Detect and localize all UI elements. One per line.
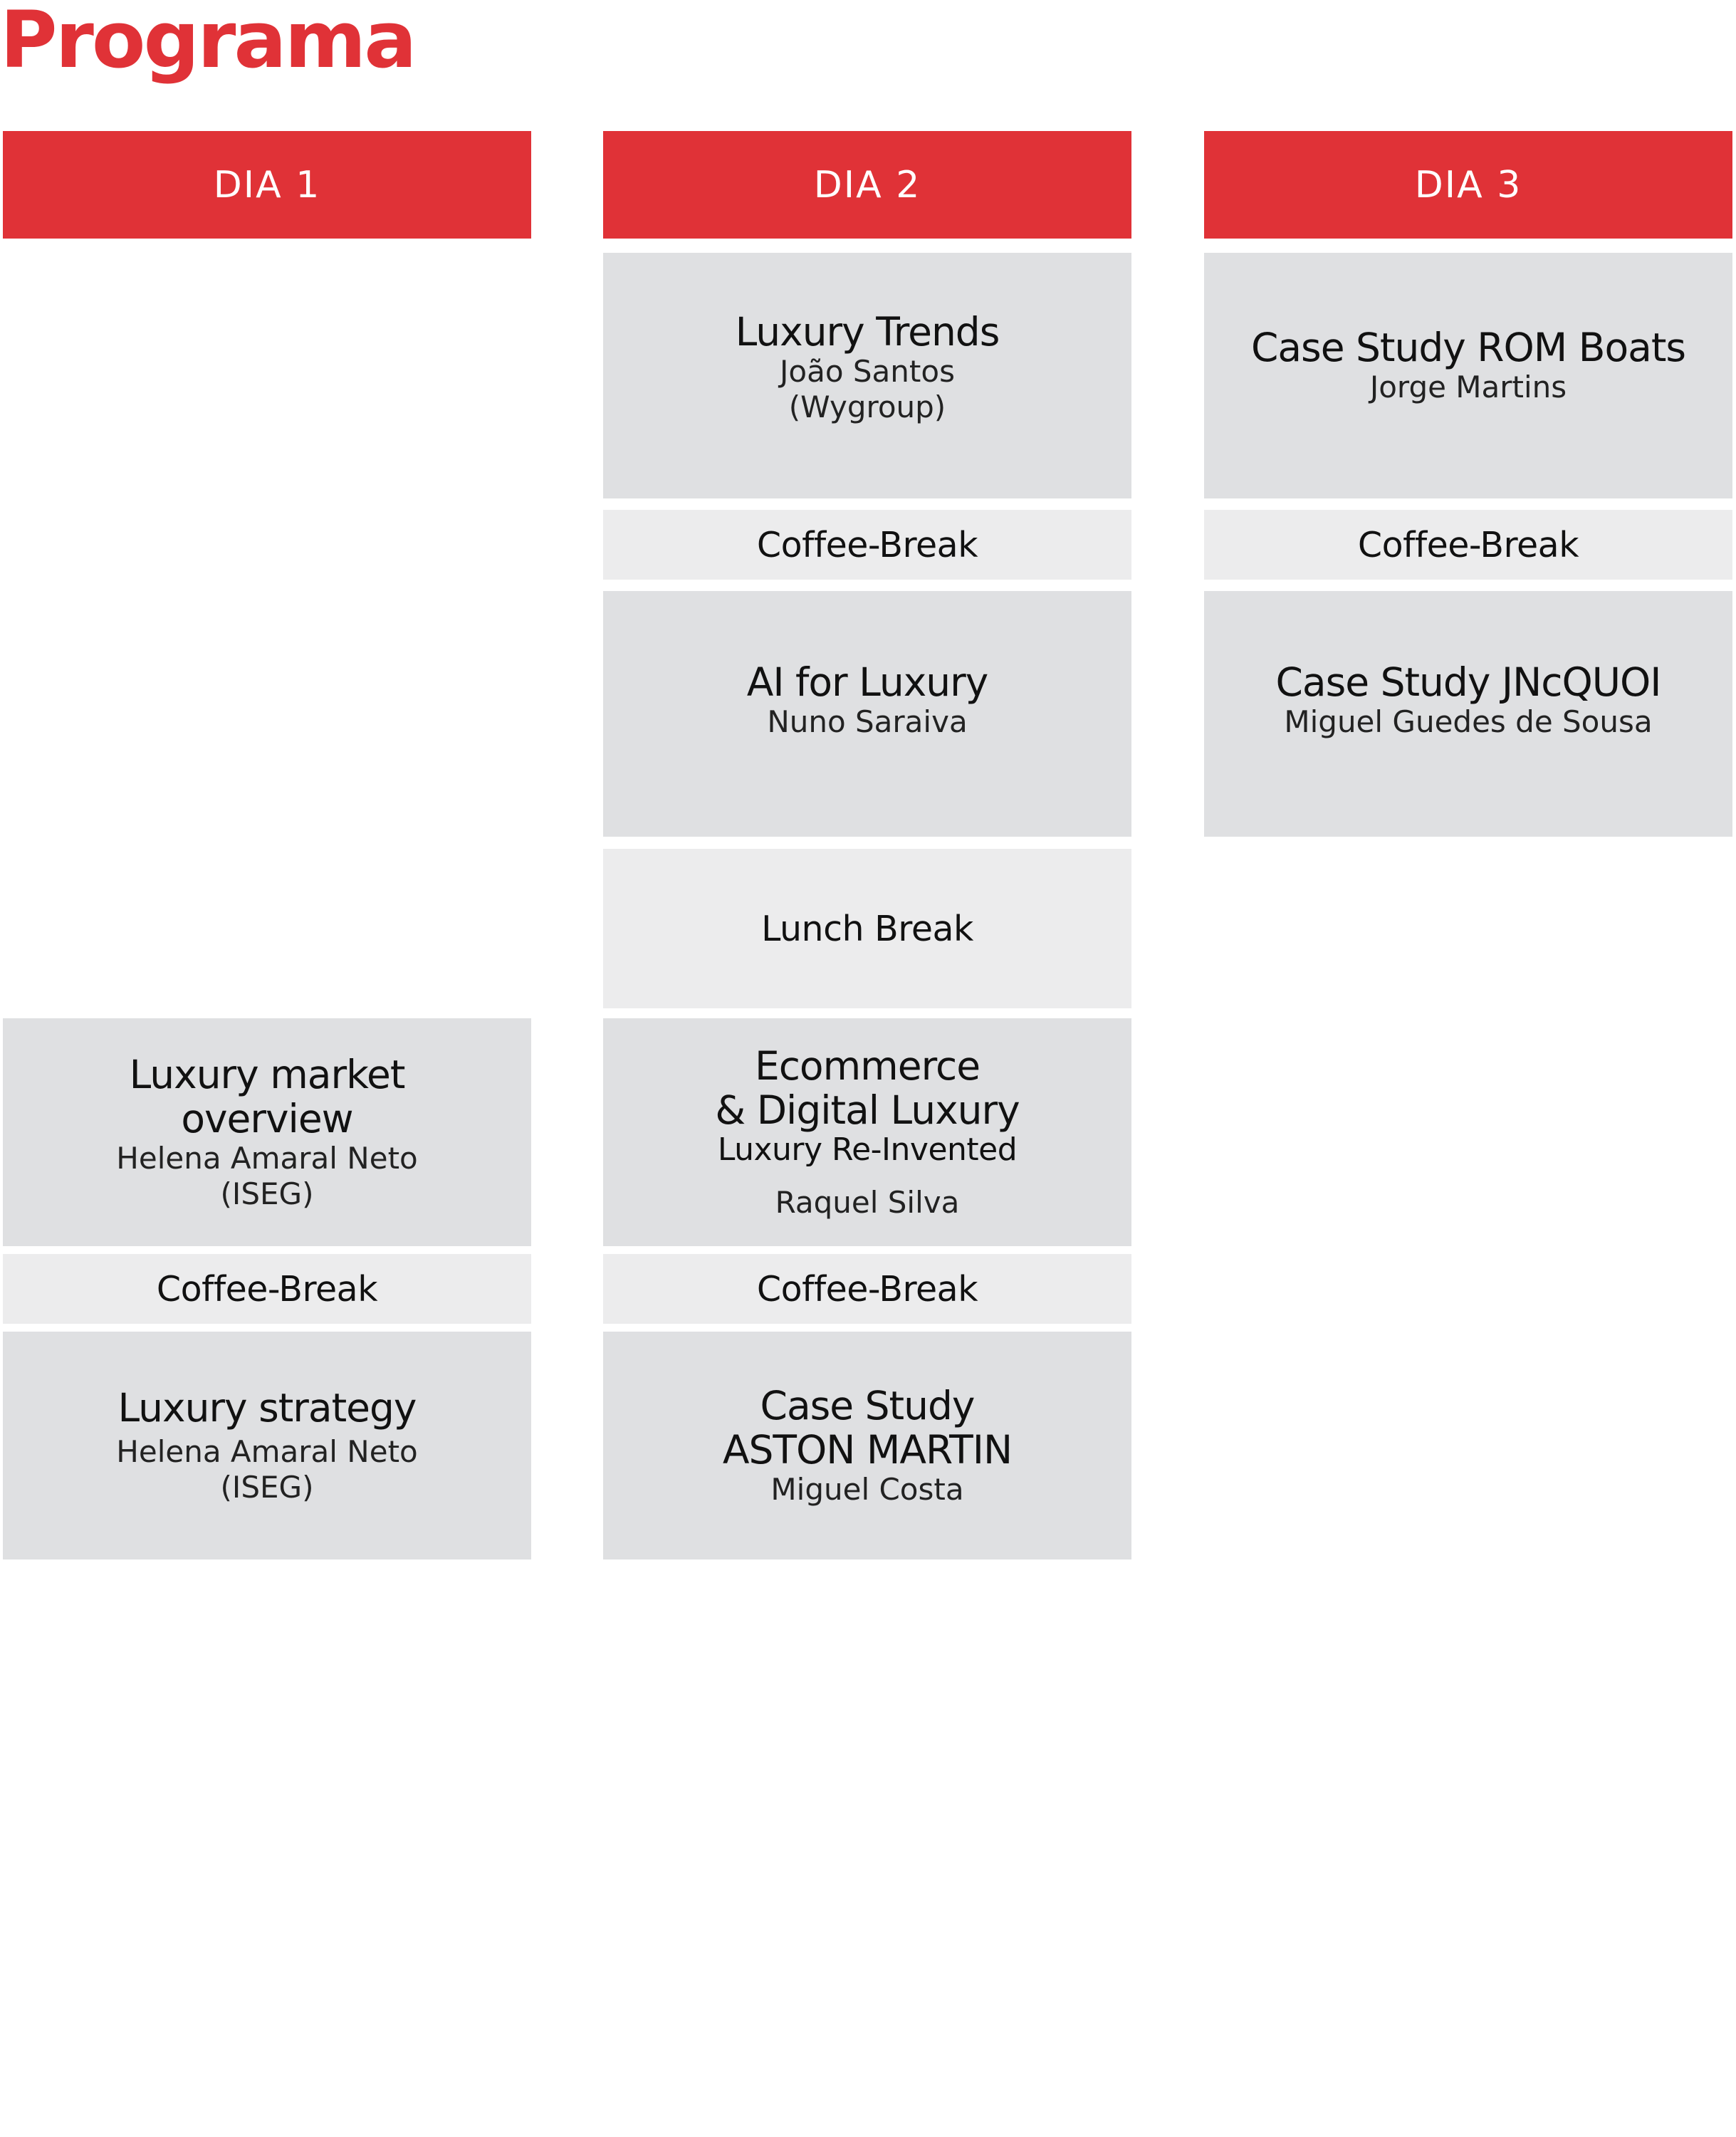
session-speaker: Nuno Saraiva xyxy=(767,704,968,739)
session-title: AI for Luxury xyxy=(746,659,988,705)
day-header: DIA 2 xyxy=(603,131,1131,239)
coffee-break xyxy=(603,1254,1131,1324)
break-label: Coffee-Break xyxy=(756,1268,978,1310)
session-speaker: Helena Amaral Neto (ISEG) xyxy=(116,1141,418,1211)
day-header: DIA 3 xyxy=(1204,131,1732,239)
session-title: Case Study ROM Boats xyxy=(1250,324,1686,370)
break-label: Coffee-Break xyxy=(156,1268,378,1310)
session-case-study-rom-boats xyxy=(1204,253,1732,498)
session-ai-for-luxury xyxy=(603,591,1131,837)
session-title: Luxury Trends xyxy=(735,308,1000,355)
session-speaker: Raquel Silva xyxy=(775,1185,960,1220)
session-title: Case Study JNcQUOI xyxy=(1275,659,1661,705)
session-luxury-market-overview xyxy=(3,1018,531,1246)
break-label: Lunch Break xyxy=(761,908,973,949)
coffee-break xyxy=(603,510,1131,580)
session-title: Case Study ASTON MARTIN xyxy=(722,1383,1013,1473)
coffee-break xyxy=(1204,510,1732,580)
coffee-break xyxy=(3,1254,531,1324)
break-label: Coffee-Break xyxy=(1357,524,1579,565)
session-case-study-aston-martin xyxy=(603,1332,1131,1559)
session-ecommerce-digital-luxury xyxy=(603,1018,1131,1246)
session-title: Ecommerce & Digital Luxury xyxy=(715,1043,1020,1133)
session-speaker: Helena Amaral Neto (ISEG) xyxy=(116,1434,418,1505)
session-subtitle: Luxury Re-Invented xyxy=(717,1132,1018,1168)
session-case-study-jncquoi xyxy=(1204,591,1732,837)
session-speaker: Jorge Martins xyxy=(1369,369,1567,404)
page-title: Programa xyxy=(0,0,415,85)
session-speaker: Miguel Guedes de Sousa xyxy=(1284,704,1653,739)
session-luxury-trends xyxy=(603,253,1131,498)
session-title: Luxury market overview xyxy=(129,1052,405,1141)
session-speaker: João Santos (Wygroup) xyxy=(780,353,955,424)
session-luxury-strategy xyxy=(3,1332,531,1559)
lunch-break xyxy=(603,849,1131,1008)
session-speaker: Miguel Costa xyxy=(770,1472,964,1507)
day-header: DIA 1 xyxy=(3,131,531,239)
break-label: Coffee-Break xyxy=(756,524,978,565)
session-title: Luxury strategy xyxy=(117,1385,417,1431)
